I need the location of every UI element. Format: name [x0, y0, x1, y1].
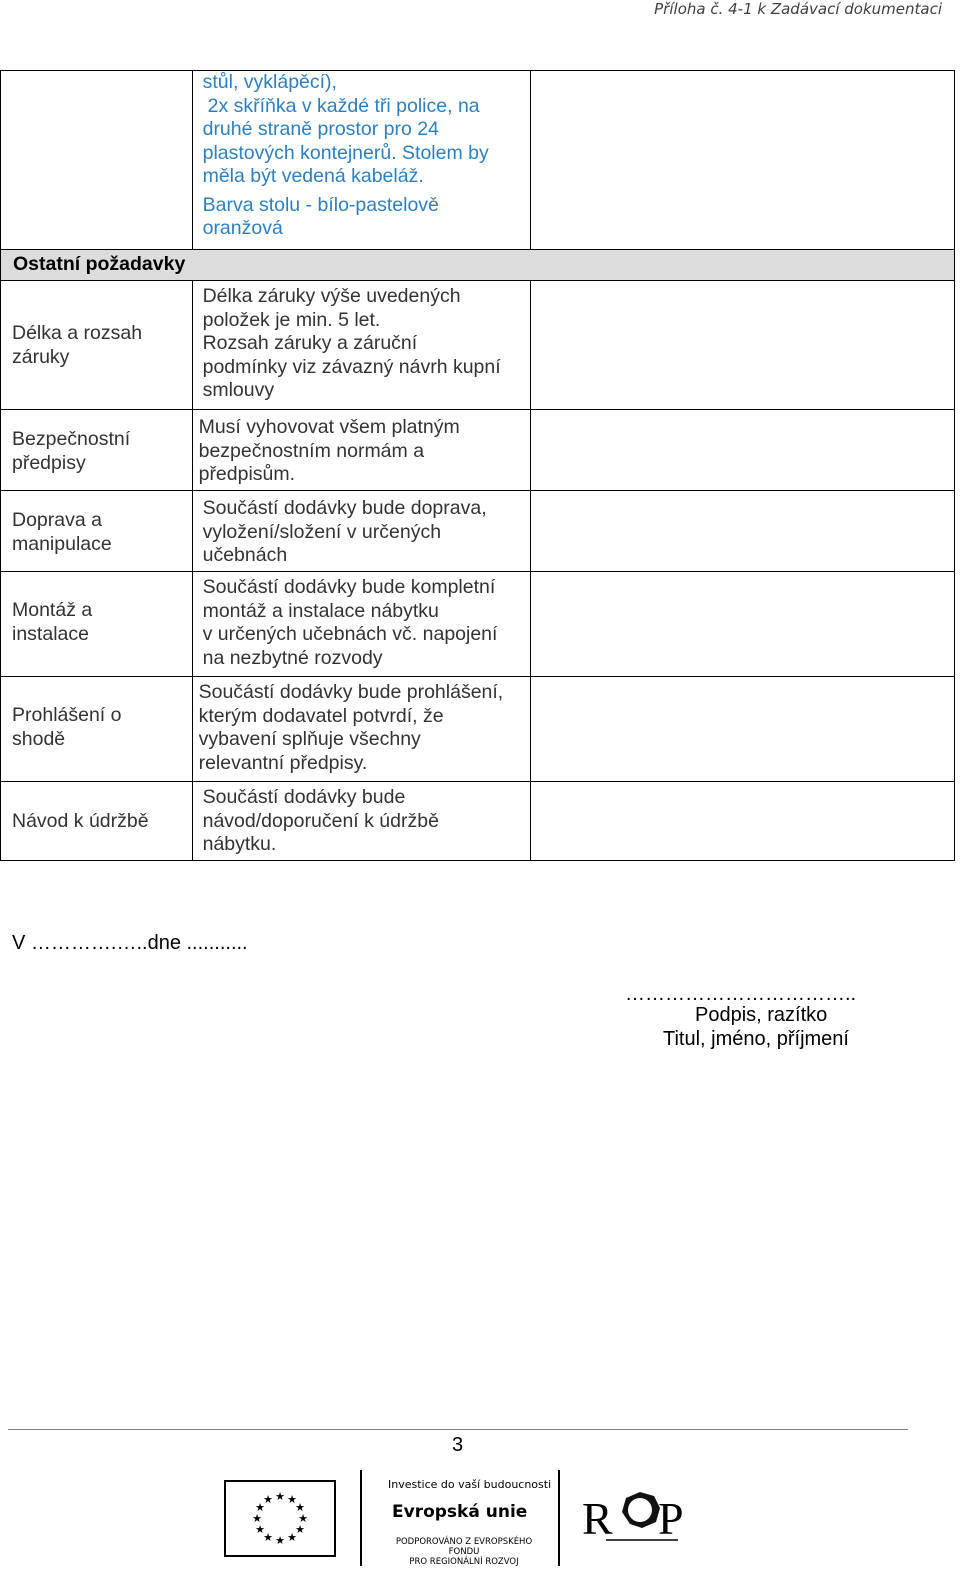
- row-value: kterým dodavatel potvrdí, že: [198, 704, 444, 727]
- svg-text:★: ★: [252, 1512, 262, 1525]
- value-cell: [192, 491, 530, 572]
- table-row: [1, 410, 955, 491]
- empty-offer-cell: [530, 71, 954, 250]
- row-value: Součástí dodávky bude doprava,: [202, 497, 487, 519]
- label-cell: [1, 572, 193, 677]
- svg-text:★: ★: [263, 1531, 273, 1544]
- row-label: Doprava a: [12, 509, 102, 531]
- eu-fund-text: [384, 1537, 544, 1567]
- row-label: shodě: [12, 727, 66, 750]
- empty-label-cell: [1, 71, 193, 250]
- row-value: Součástí dodávky bude kompletní: [202, 576, 496, 598]
- offer-cell: [530, 281, 954, 410]
- desc-line: oranžová: [202, 217, 283, 239]
- row-label: záruky: [12, 345, 70, 368]
- offer-cell: [530, 491, 954, 572]
- row-value: položek je min. 5 let.: [202, 308, 381, 331]
- table-row: [1, 677, 955, 782]
- continued-description-cell: [192, 71, 530, 250]
- row-value: Součástí dodávky bude prohlášení,: [198, 681, 504, 703]
- value-cell: [192, 572, 530, 677]
- svg-text:★: ★: [295, 1523, 305, 1536]
- label-cell: [1, 281, 193, 410]
- row-value: nábytku.: [202, 833, 277, 855]
- requirements-table: [0, 70, 955, 861]
- table-row: [1, 281, 955, 410]
- section-title: Ostatní požadavky: [13, 253, 186, 275]
- row-value: Součástí dodávky bude: [202, 786, 406, 808]
- row-label: manipulace: [12, 532, 112, 555]
- footer-separator: [360, 1470, 362, 1566]
- desc-line: plastových kontejnerů. Stolem by: [202, 141, 489, 164]
- rop-logo-icon: [582, 1478, 702, 1548]
- eu-tagline: Investice do vaší budoucnosti: [388, 1478, 552, 1491]
- eu-fund-line: PRO REGIONÁLNÍ ROZVOJ: [409, 1557, 519, 1567]
- place-date-line: V ………….…..dne ...........: [12, 932, 248, 954]
- offer-cell: [530, 572, 954, 677]
- label-cell: [1, 782, 193, 861]
- svg-text:R: R: [582, 1493, 613, 1544]
- row-value: podmínky viz závazný návrh kupní: [202, 355, 501, 378]
- document-header-note: Příloha č. 4-1 k Zadávací dokumentaci: [654, 0, 942, 18]
- page-number: 3: [452, 1434, 464, 1456]
- label-cell: [1, 677, 193, 782]
- section-header-cell: [1, 250, 955, 281]
- label-cell: [1, 410, 193, 491]
- row-value: na nezbytné rozvody: [202, 646, 383, 669]
- value-cell: [192, 677, 530, 782]
- svg-text:★: ★: [295, 1501, 305, 1514]
- row-label: Montáž a: [12, 599, 93, 621]
- svg-text:★: ★: [275, 1490, 285, 1503]
- svg-text:★: ★: [255, 1523, 265, 1536]
- row-value: předpisům.: [198, 463, 296, 485]
- offer-cell: [530, 782, 954, 861]
- value-cell: [192, 281, 530, 410]
- row-value: Musí vyhovovat všem platným: [198, 416, 460, 438]
- row-value: učebnách: [202, 544, 288, 566]
- table-row: [1, 491, 955, 572]
- label-cell: [1, 491, 193, 572]
- rop-logo: [582, 1478, 702, 1548]
- signature-dots: ……………………………..: [625, 983, 857, 1005]
- signature-name-label: Titul, jméno, příjmení: [663, 1028, 849, 1050]
- eu-name: Evropská unie: [392, 1502, 528, 1522]
- row-value: Délka záruky výše uvedených: [202, 285, 461, 307]
- desc-line: Barva stolu - bílo-pastelově: [202, 193, 439, 216]
- table-row: [1, 572, 955, 677]
- row-label: předpisy: [12, 451, 86, 474]
- row-value: návod/doporučení k údržbě: [202, 809, 439, 832]
- offer-cell: [530, 677, 954, 782]
- row-label: instalace: [12, 622, 89, 645]
- svg-text:★: ★: [298, 1512, 308, 1525]
- row-value: v určených učebnách vč. napojení: [202, 623, 498, 645]
- value-cell: [192, 410, 530, 491]
- eu-flag: [224, 1480, 336, 1557]
- row-label: Bezpečnostní: [12, 428, 131, 450]
- row-value: smlouvy: [202, 379, 275, 401]
- value-cell: [192, 782, 530, 861]
- row-value: Rozsah záruky a záruční: [202, 332, 418, 354]
- desc-line: 2x skříňka v každé tři police, na: [207, 94, 480, 117]
- row-value: vyložení/složení v určených: [202, 520, 442, 543]
- row-label: Návod k údržbě: [12, 810, 149, 832]
- eu-fund-line: PODPOROVÁNO Z EVROPSKÉHO FONDU: [395, 1537, 533, 1557]
- footer-separator: [558, 1470, 560, 1566]
- svg-text:★: ★: [287, 1493, 297, 1506]
- section-header-row: [1, 250, 955, 281]
- svg-text:★: ★: [255, 1501, 265, 1514]
- svg-text:★: ★: [287, 1531, 297, 1544]
- offer-cell: [530, 410, 954, 491]
- desc-line: druhé straně prostor pro 24: [202, 118, 439, 140]
- svg-text:★: ★: [275, 1534, 285, 1547]
- row-label: Prohlášení o: [12, 704, 122, 726]
- row-value: montáž a instalace nábytku: [202, 599, 439, 622]
- row-value: bezpečnostním normám a: [198, 439, 425, 462]
- desc-line: měla být vedená kabeláž.: [202, 165, 424, 187]
- footer-divider: [8, 1429, 908, 1430]
- row-value: vybavení splňuje všechny: [198, 728, 421, 750]
- eu-stars-icon: [226, 1482, 334, 1555]
- svg-text:★: ★: [263, 1493, 273, 1506]
- desc-line: stůl, vyklápěcí),: [202, 71, 337, 93]
- table-row: [1, 782, 955, 861]
- svg-text:P: P: [658, 1493, 684, 1544]
- signature-label: Podpis, razítko: [695, 1004, 828, 1026]
- row-label: Délka a rozsah: [12, 322, 143, 344]
- table-row-continued: [1, 71, 955, 250]
- row-value: relevantní předpisy.: [198, 751, 368, 774]
